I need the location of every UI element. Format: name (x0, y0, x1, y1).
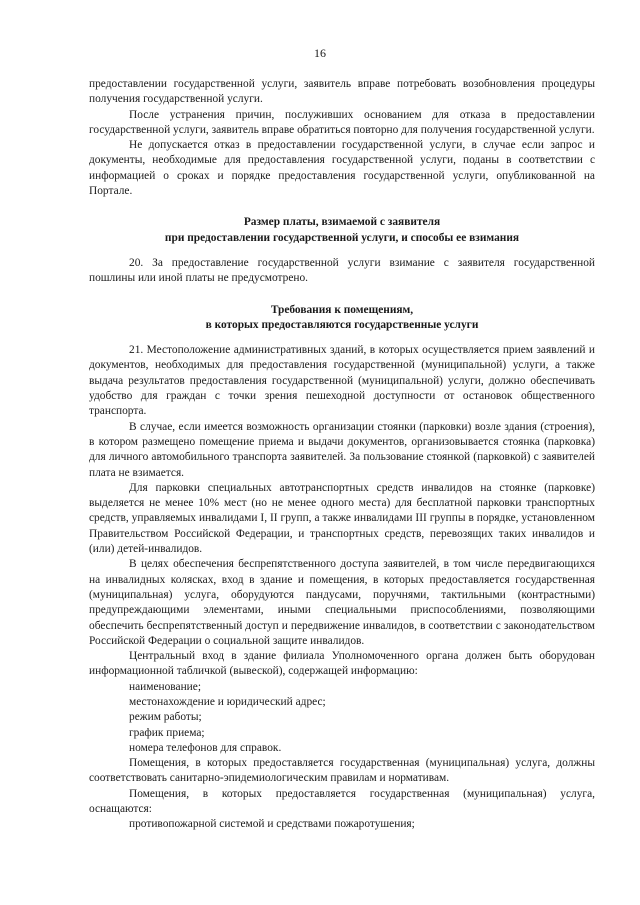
list-item: режим работы; (129, 711, 202, 724)
paragraph: Помещения, в которых предоставляется государственная (муниципальная) услуга, должны соответствовать санитарно-эпидемиологическим правилам и нормативам. (89, 757, 595, 785)
paragraph: предоставлении государственной услуги, заявитель вправе потребовать возобновления процедуры получения государственной услуги. (89, 78, 595, 106)
paragraph: Центральный вход в здание филиала Уполномоченного органа должен быть оборудован информационной табличкой (вывеской), содержащей информацию: (89, 650, 595, 678)
list-item: график приема; (129, 726, 205, 739)
list-item: номера телефонов для справок. (129, 741, 282, 754)
paragraph: Для парковки специальных автотранспортных средств инвалидов на стоянке (парковке) выделяется не менее 10% мест (но не менее одного места) для бесплатной парковки транспортных средств, управляемых инвалидами I, II групп, а также инвалидами III группы в порядке, установленном Правительством Российской Федерации, и транспортных средств, перевозящих таких инвалидов и (или) детей-инвалидов. (89, 481, 595, 556)
paragraph: Помещения, в которых предоставляется государственная (муниципальная) услуга, оснащаются: (89, 787, 595, 816)
list-item: противопожарной системой и средствами пожаротушения; (129, 818, 415, 831)
list-item: наименование; (129, 680, 201, 693)
section-heading-line: при предоставлении государственной услуги, и способы ее взимания (164, 231, 520, 244)
list-item: местонахождение и юридический адрес; (129, 695, 326, 708)
section-heading-line: Требования к помещениям, (270, 303, 414, 316)
paragraph-21: 21. Местоположение административных зданий, в которых осуществляется прием заявлений и документов, необходимых для предоставления государственной (муниципальной) услуги, а также выдача результатов предоставления государственной (муниципальной) услуги, должно обеспечивать удобство для граждан с точки зрения пешеходной доступности от остановок общественного транспорта. (89, 344, 595, 418)
paragraph: В целях обеспечения беспрепятственного доступа заявителей, в том числе передвигающихся на инвалидных колясках, вход в здание и помещения, в которых предоставляется государственная (муниципальная) услуга, оборудуются пандусами, поручнями, тактильными (контрастными) предупреждающими элементами, иными специальными приспособлениями, позволяющими обеспечить беспрепятственный доступ и передвижение инвалидов, в соответствии с законодательством Российской Федерации о социальной защите инвалидов. (89, 558, 595, 647)
document-body (89, 77, 595, 833)
paragraph: Не допускается отказ в предоставлении государственной услуги, в случае если запрос и документы, необходимые для предоставления государственной услуги, поданы в соответствии с информацией о сроках и порядке предоставления государственной услуги, опубликованной на Портале. (89, 139, 595, 198)
page-number: 16 (314, 46, 326, 60)
paragraph: После устранения причин, послуживших основанием для отказа в предоставлении государственной услуги, заявитель вправе обратиться повторно для получения государственной услуги. (89, 108, 595, 136)
paragraph-20: 20. За предоставление государственной услуги взимание с заявителя государственной пошлины или иной платы не предусмотрено. (89, 256, 595, 285)
paragraph: В случае, если имеется возможность организации стоянки (парковки) возле здания (строения), в котором размещено помещение приема и выдачи документов, организовывается стоянка (парковка) для личного автомобильного транспорта заявителей. За пользование стоянкой (парковкой) с заявителей плата не взимается. (89, 420, 595, 479)
section-heading-line: Размер платы, взимаемой с заявителя (243, 216, 441, 229)
section-heading-line: в которых предоставляются государственные услуги (205, 318, 479, 331)
